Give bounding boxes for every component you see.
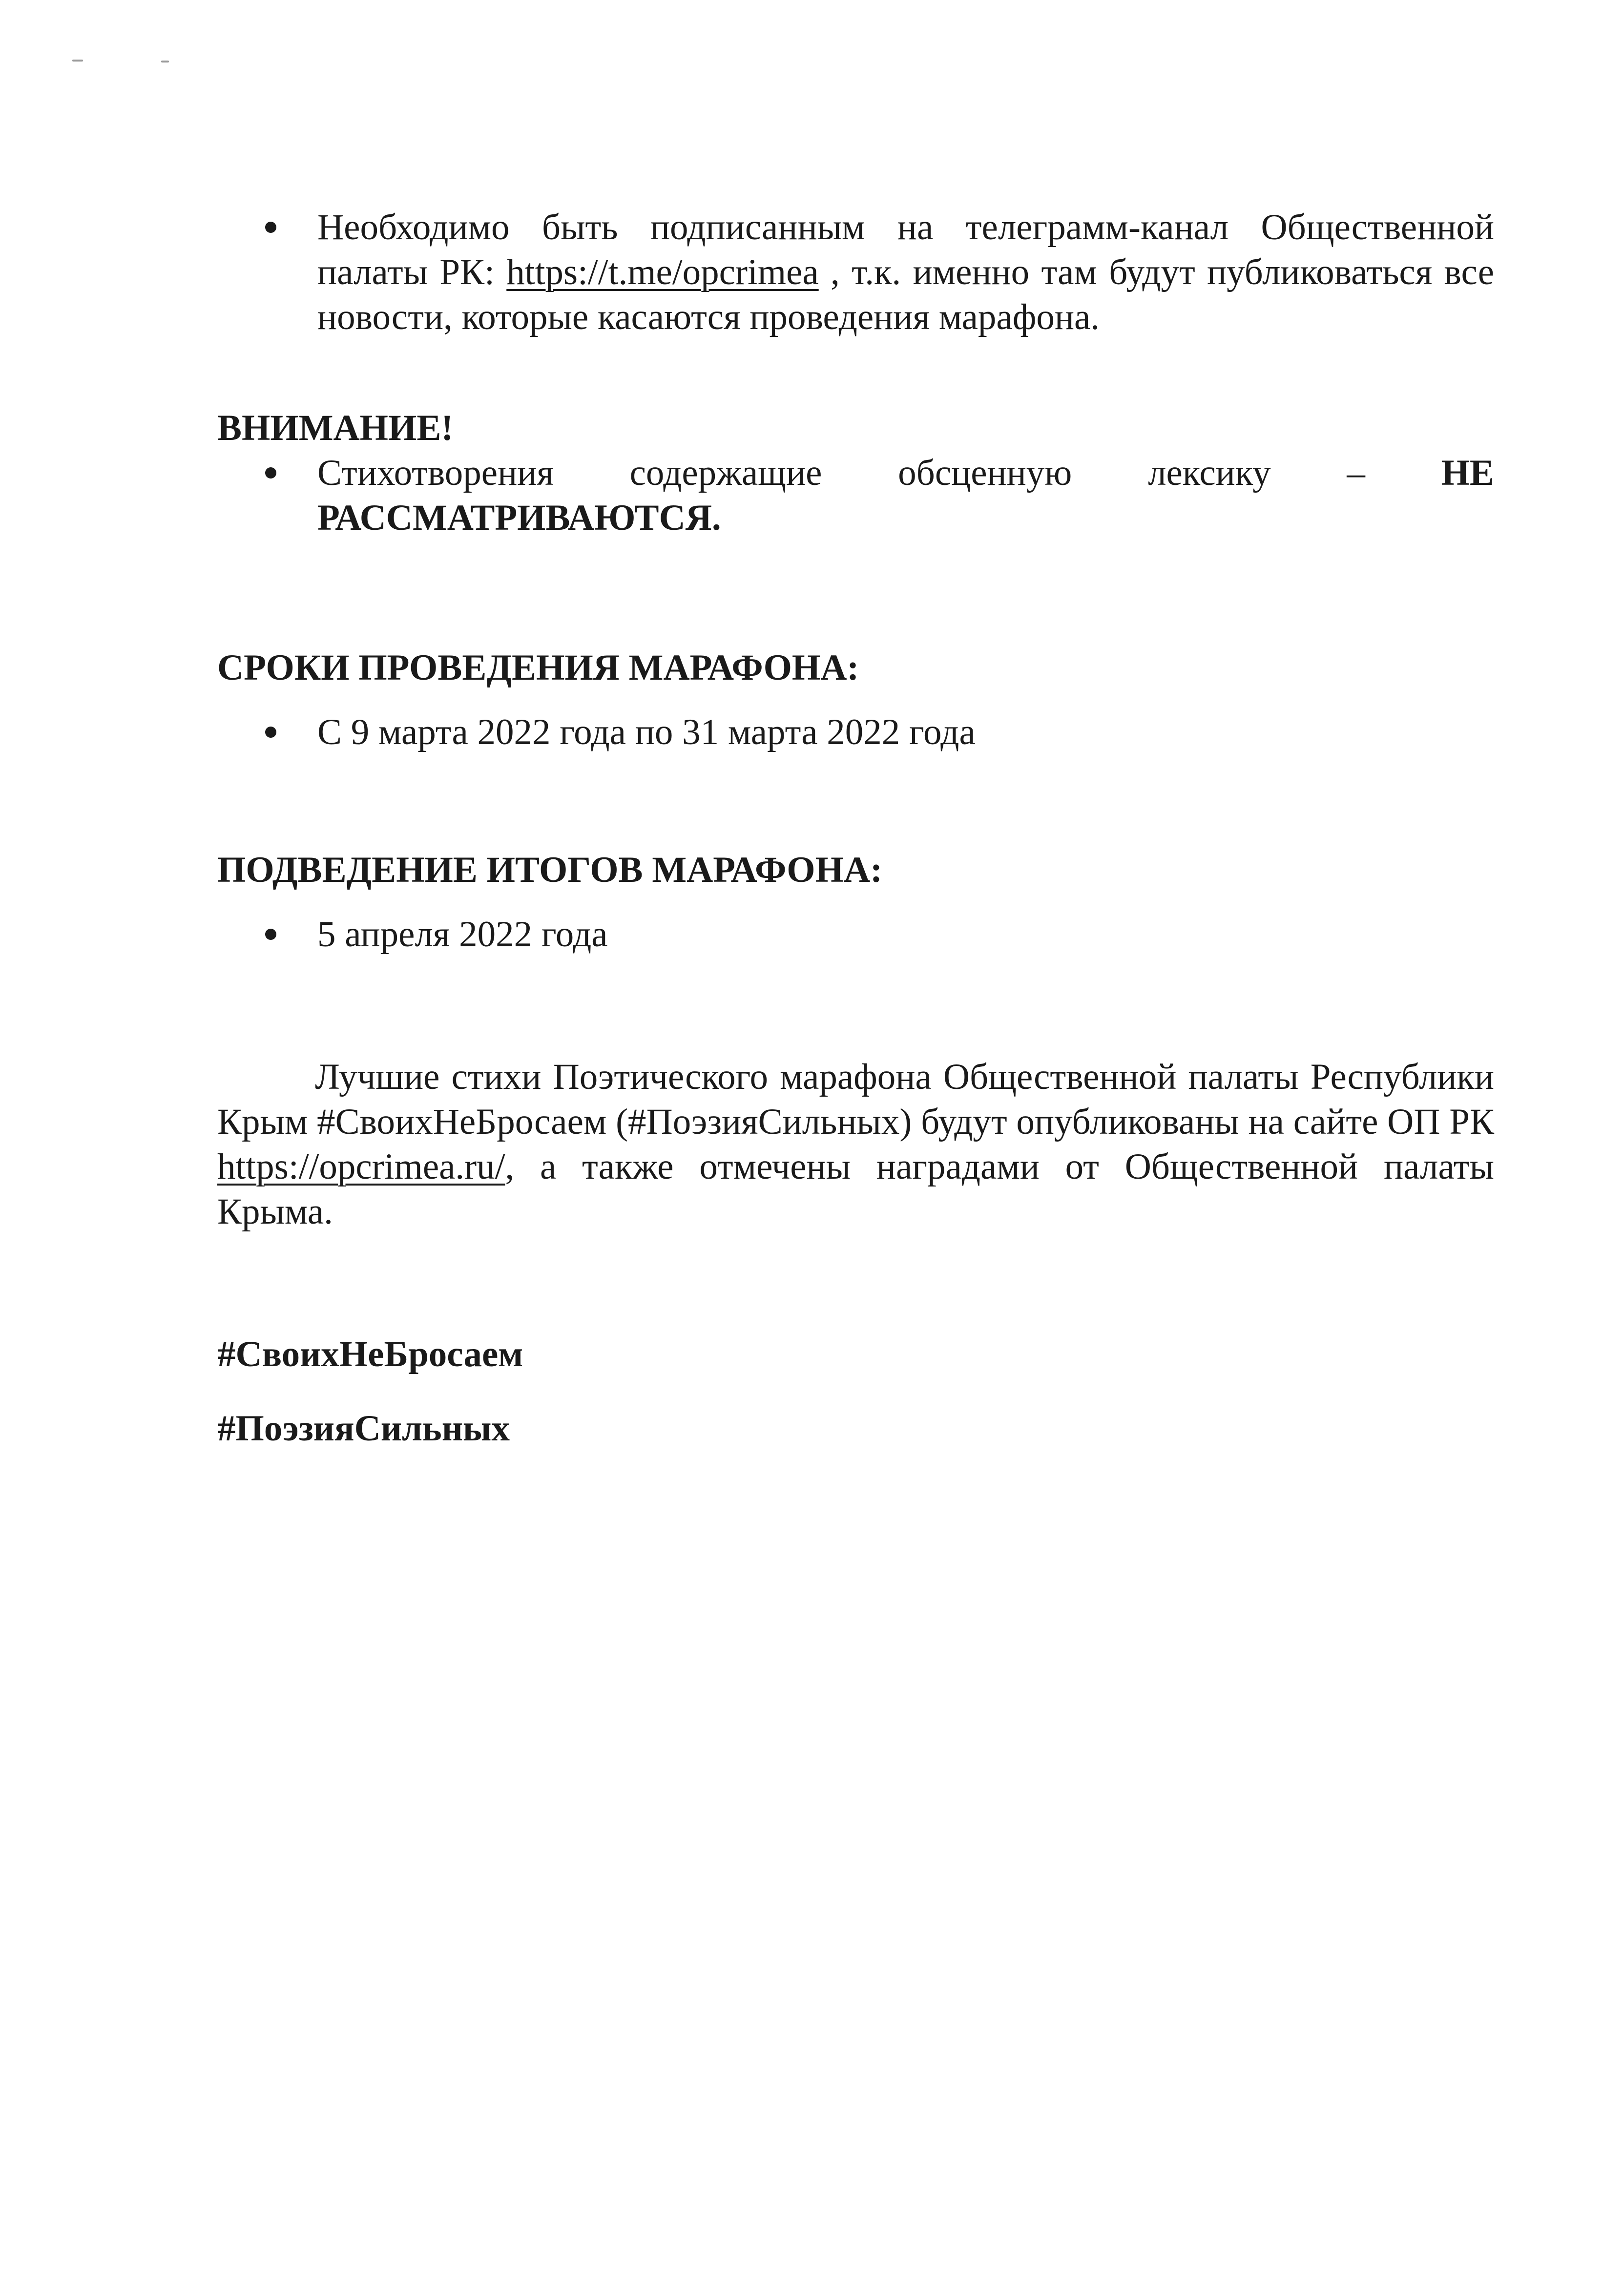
hashtag-poeziya: #ПоэзияСильных [217,1408,510,1449]
obscene-lexicon-line [317,451,1494,496]
website-link[interactable]: https://opcrimea.ru/ [217,1146,505,1187]
bullet-icon [265,929,276,940]
word: содержащие [629,453,822,493]
dates-bullet [217,710,1494,755]
bullet-icon [265,467,276,479]
dates-text: С 9 марта 2022 года по 31 марта 2022 года [317,712,976,752]
results-date-text: 5 апреля 2022 года [317,914,608,955]
attention-heading: ВНИМАНИЕ! [217,408,454,448]
word-bold: НЕ [1441,453,1494,493]
telegram-link[interactable]: https://t.me/opcrimea [506,252,819,292]
bullet-icon [265,727,276,738]
bullet-icon [265,222,276,233]
paragraph-text-start: Лучшие стихи Поэтического марафона Общественной палаты Республики Крым #СвоихНеБросаем (#ПоэзияСильных) будут опубликованы на сайте ОП РК [217,1057,1494,1142]
word: лексику [1148,453,1271,493]
results-bullet [217,912,1494,957]
publication-paragraph [217,1055,1494,1234]
word: обсценную [898,453,1072,493]
document-content [217,205,1494,1451]
dates-heading: СРОКИ ПРОВЕДЕНИЯ МАРАФОНА: [217,647,859,688]
results-heading: ПОДВЕДЕНИЕ ИТОГОВ МАРАФОНА: [217,850,883,890]
hashtag-svoih: #СвоихНеБросаем [217,1334,523,1374]
obscene-lexicon-bullet [217,451,1494,541]
subscription-text-start: Необходимо быть подписанным на телеграмм-канал Общественной палаты РК: [317,207,1494,292]
word: – [1347,453,1365,493]
scan-artifact-mark [161,61,169,62]
subscription-text-end: , т.к. именно там будут публиковаться все новости, которые касаются проведения марафона. [317,252,1494,337]
subscription-bullet [217,205,1494,340]
scan-artifact-mark [72,60,83,62]
word: Стихотворения [317,453,554,493]
not-considered-text: РАССМАТРИВАЮТСЯ. [317,498,721,538]
paragraph-text-end: , а также отмечены наградами от Общественной палаты Крыма. [217,1146,1494,1232]
